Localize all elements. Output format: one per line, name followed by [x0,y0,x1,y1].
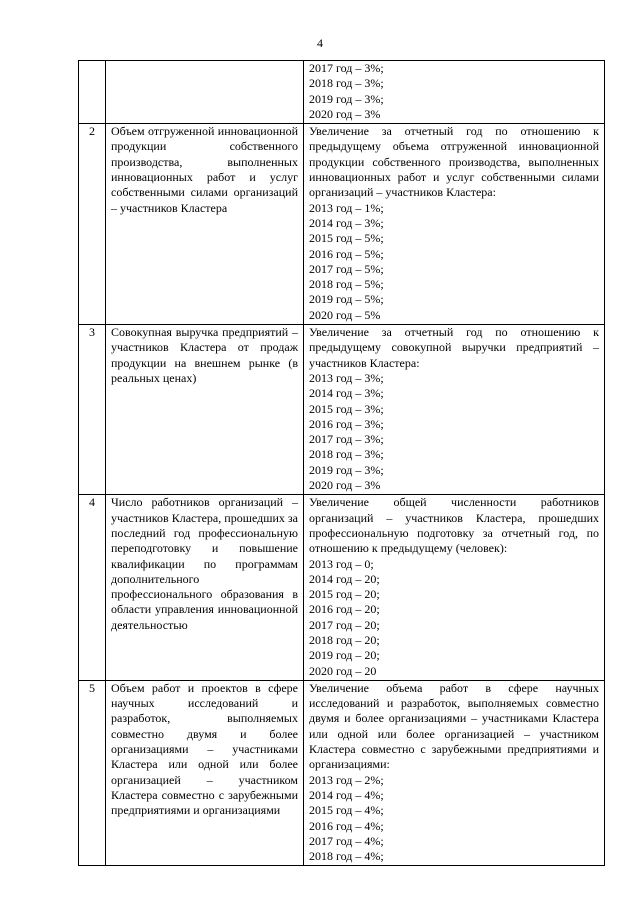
target-intro: Увеличение объема работ в сфере научных исследований и разработок, выполняемых совместно двумя и более организациями – участниками Кластера или одной или более организацией – участником Кластера совместно с зарубежными предприятиями и организациями: [309,680,599,772]
row-number [79,61,106,124]
indicator-target [304,495,605,681]
target-intro: Увеличение за отчетный год по отношению к предыдущему объема отгруженной инновационной продукции собственного производства, выполненных инновационных работ и услуг собственными силами организаций – участников Кластера: [309,124,599,200]
row-number: 3 [79,325,106,495]
indicator-name: Совокупная выручка предприятий – участников Кластера от продаж продукции на внешнем рынке (в реальных ценах) [106,325,304,495]
year-value: 2016 год – 20; [309,602,380,617]
indicator-target [304,680,605,866]
year-value: 2018 год – 5%; [309,277,384,292]
target-intro: Увеличение общей численности работников организаций – участников Кластера, прошедших профессиональную подготовку за отчетный год, по отношению к предыдущему (человек): [309,495,599,556]
year-value: 2017 год – 3%; [309,432,384,447]
year-value: 2019 год – 3%; [309,91,384,106]
indicator-target [304,325,605,495]
year-value: 2016 год – 3%; [309,416,384,431]
indicator-name: Объем работ и проектов в сфере научных исследований и разработок, выполняемых совместно двумя и более организациями – участниками Кластера или одной или более организацией – участником Кластера совместно с зарубежными предприятиями и организациями [106,680,304,866]
row-number: 2 [79,124,106,325]
year-value: 2013 год – 2%; [309,772,384,787]
indicators-table [78,60,605,866]
year-value: 2018 год – 20; [309,632,380,647]
year-value: 2013 год – 0; [309,556,374,571]
year-value: 2019 год – 3%; [309,462,384,477]
indicator-name: Объем отгруженной инновационной продукции собственного производства, выполненных инновационных работ и услуг собственными силами организаций – участников Кластера [106,124,304,325]
year-value: 2017 год – 20; [309,617,380,632]
year-value: 2015 год – 20; [309,587,380,602]
table-row [79,680,605,866]
year-value: 2018 год – 4%; [309,849,384,864]
year-value: 2019 год – 5%; [309,292,384,307]
year-value: 2020 год – 3% [309,106,381,121]
year-value: 2017 год – 5%; [309,261,384,276]
target-intro: Увеличение за отчетный год по отношению к предыдущему совокупной выручки предприятий – участников Кластера: [309,325,599,370]
year-value: 2015 год – 5%; [309,231,384,246]
year-value: 2017 год – 3%; [309,61,384,75]
year-value: 2019 год – 20; [309,648,380,663]
row-number: 5 [79,680,106,866]
year-value: 2016 год – 5%; [309,246,384,261]
table-row [79,61,605,124]
year-value: 2018 год – 3%; [309,76,384,91]
row-number: 4 [79,495,106,681]
indicator-name: Число работников организаций – участников Кластера, прошедших за последний год профессиональную переподготовку и повышение квалификации по программам дополнительного профессионального образования в области управления инновационной деятельностью [106,495,304,681]
indicator-name [106,61,304,124]
table-row [79,124,605,325]
year-value: 2018 год – 3%; [309,447,384,462]
year-value: 2014 год – 3%; [309,386,384,401]
year-value: 2014 год – 20; [309,571,380,586]
year-value: 2015 год – 4%; [309,803,384,818]
year-value: 2013 год – 3%; [309,370,384,385]
year-value: 2020 год – 3% [309,478,381,493]
year-value: 2014 год – 4%; [309,787,384,802]
year-value: 2015 год – 3%; [309,401,384,416]
indicator-target [304,124,605,325]
year-value: 2014 год – 3%; [309,215,384,230]
year-value: 2017 год – 4%; [309,833,384,848]
indicator-target [304,61,605,124]
table-row [79,495,605,681]
year-value: 2020 год – 5% [309,307,381,322]
year-value: 2016 год – 4%; [309,818,384,833]
table-row [79,325,605,495]
year-value: 2020 год – 20 [309,663,377,678]
page-number: 4 [317,36,323,50]
year-value: 2013 год – 1%; [309,200,384,215]
